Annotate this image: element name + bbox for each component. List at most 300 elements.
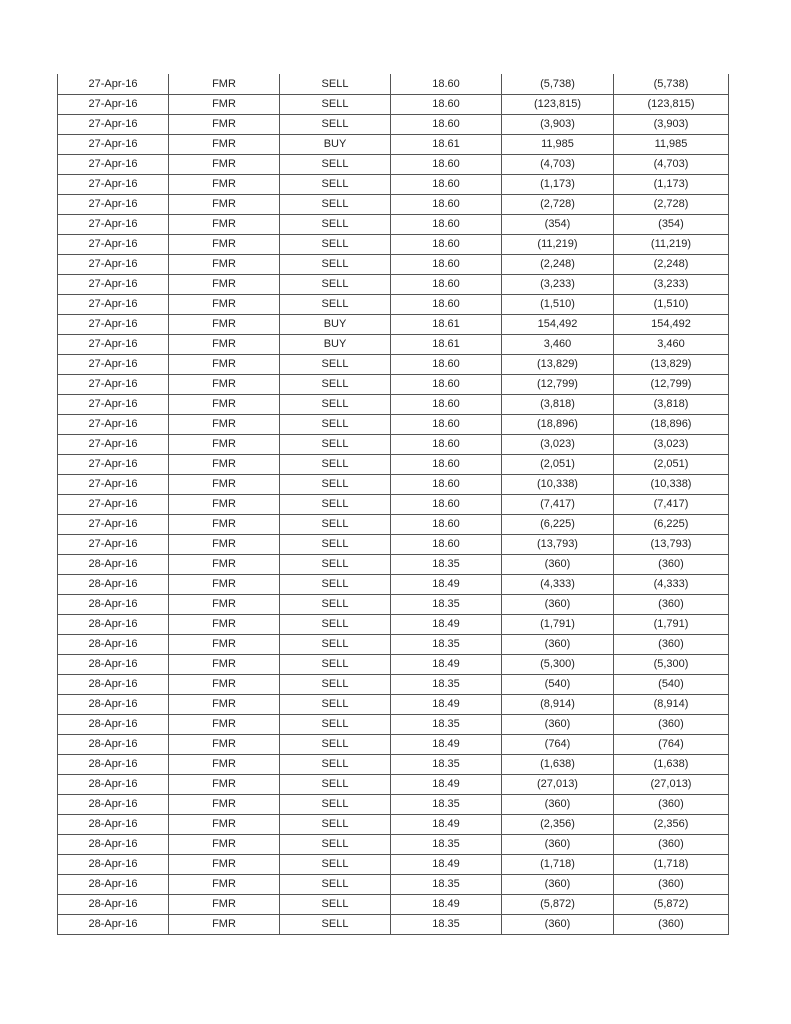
cell-side: SELL	[280, 414, 391, 434]
table-row	[58, 634, 729, 654]
cell-shares-dup: (13,793)	[614, 534, 729, 554]
table-row	[58, 734, 729, 754]
cell-side: SELL	[280, 714, 391, 734]
cell-shares-dup: (354)	[614, 214, 729, 234]
cell-shares: 3,460	[502, 334, 614, 354]
cell-firm: FMR	[169, 434, 280, 454]
cell-price: 18.35	[391, 874, 502, 894]
cell-side: SELL	[280, 554, 391, 574]
table-row	[58, 874, 729, 894]
table-row	[58, 674, 729, 694]
cell-side: SELL	[280, 474, 391, 494]
cell-price: 18.35	[391, 714, 502, 734]
cell-side: SELL	[280, 374, 391, 394]
cell-shares: (5,738)	[502, 74, 614, 94]
cell-date: 28-Apr-16	[58, 874, 169, 894]
cell-side: SELL	[280, 214, 391, 234]
table-row	[58, 314, 729, 334]
cell-firm: FMR	[169, 854, 280, 874]
table-row	[58, 554, 729, 574]
cell-firm: FMR	[169, 654, 280, 674]
cell-shares-dup: (2,248)	[614, 254, 729, 274]
cell-firm: FMR	[169, 734, 280, 754]
cell-shares: (3,233)	[502, 274, 614, 294]
cell-shares: (5,300)	[502, 654, 614, 674]
cell-side: SELL	[280, 294, 391, 314]
cell-firm: FMR	[169, 894, 280, 914]
cell-shares: (2,356)	[502, 814, 614, 834]
trades-table-body	[58, 74, 729, 934]
cell-price: 18.60	[391, 294, 502, 314]
cell-shares: (2,051)	[502, 454, 614, 474]
cell-date: 27-Apr-16	[58, 374, 169, 394]
cell-shares: (3,023)	[502, 434, 614, 454]
cell-date: 27-Apr-16	[58, 214, 169, 234]
cell-side: SELL	[280, 614, 391, 634]
cell-firm: FMR	[169, 94, 280, 114]
cell-shares: 11,985	[502, 134, 614, 154]
cell-side: SELL	[280, 494, 391, 514]
cell-price: 18.60	[391, 394, 502, 414]
cell-price: 18.60	[391, 434, 502, 454]
cell-shares: (18,896)	[502, 414, 614, 434]
cell-firm: FMR	[169, 554, 280, 574]
cell-price: 18.49	[391, 774, 502, 794]
cell-shares-dup: 11,985	[614, 134, 729, 154]
cell-shares-dup: (7,417)	[614, 494, 729, 514]
cell-shares: (1,718)	[502, 854, 614, 874]
cell-price: 18.49	[391, 734, 502, 754]
cell-side: SELL	[280, 434, 391, 454]
cell-shares-dup: (1,791)	[614, 614, 729, 634]
cell-side: SELL	[280, 194, 391, 214]
cell-shares-dup: (1,638)	[614, 754, 729, 774]
cell-date: 27-Apr-16	[58, 114, 169, 134]
cell-side: SELL	[280, 354, 391, 374]
table-row	[58, 434, 729, 454]
cell-shares-dup: (360)	[614, 714, 729, 734]
table-row	[58, 914, 729, 934]
cell-firm: FMR	[169, 114, 280, 134]
cell-price: 18.35	[391, 634, 502, 654]
cell-price: 18.60	[391, 374, 502, 394]
cell-shares-dup: (360)	[614, 794, 729, 814]
table-row	[58, 614, 729, 634]
cell-firm: FMR	[169, 614, 280, 634]
cell-date: 27-Apr-16	[58, 174, 169, 194]
cell-shares-dup: (5,872)	[614, 894, 729, 914]
cell-price: 18.49	[391, 614, 502, 634]
cell-firm: FMR	[169, 794, 280, 814]
cell-shares: (360)	[502, 794, 614, 814]
cell-price: 18.35	[391, 554, 502, 574]
cell-date: 27-Apr-16	[58, 294, 169, 314]
cell-price: 18.60	[391, 114, 502, 134]
table-row	[58, 774, 729, 794]
cell-side: BUY	[280, 334, 391, 354]
cell-shares-dup: (360)	[614, 834, 729, 854]
cell-shares: (3,903)	[502, 114, 614, 134]
cell-side: SELL	[280, 794, 391, 814]
cell-price: 18.35	[391, 794, 502, 814]
cell-shares: (360)	[502, 874, 614, 894]
cell-shares: (360)	[502, 634, 614, 654]
cell-firm: FMR	[169, 834, 280, 854]
cell-firm: FMR	[169, 634, 280, 654]
cell-side: SELL	[280, 734, 391, 754]
cell-firm: FMR	[169, 514, 280, 534]
cell-side: SELL	[280, 654, 391, 674]
cell-price: 18.49	[391, 694, 502, 714]
cell-shares-dup: (10,338)	[614, 474, 729, 494]
cell-firm: FMR	[169, 874, 280, 894]
cell-date: 27-Apr-16	[58, 474, 169, 494]
cell-side: SELL	[280, 454, 391, 474]
cell-date: 27-Apr-16	[58, 354, 169, 374]
cell-side: SELL	[280, 74, 391, 94]
cell-shares: (11,219)	[502, 234, 614, 254]
cell-shares-dup: (1,718)	[614, 854, 729, 874]
cell-date: 27-Apr-16	[58, 334, 169, 354]
table-row	[58, 534, 729, 554]
cell-shares-dup: (12,799)	[614, 374, 729, 394]
cell-date: 28-Apr-16	[58, 834, 169, 854]
cell-price: 18.60	[391, 454, 502, 474]
cell-side: SELL	[280, 894, 391, 914]
cell-shares: (1,510)	[502, 294, 614, 314]
table-row	[58, 374, 729, 394]
table-row	[58, 654, 729, 674]
cell-shares-dup: (6,225)	[614, 514, 729, 534]
cell-price: 18.49	[391, 854, 502, 874]
cell-price: 18.60	[391, 214, 502, 234]
cell-price: 18.60	[391, 354, 502, 374]
cell-shares: (1,638)	[502, 754, 614, 774]
cell-side: SELL	[280, 834, 391, 854]
cell-shares: (3,818)	[502, 394, 614, 414]
cell-shares-dup: (18,896)	[614, 414, 729, 434]
cell-firm: FMR	[169, 454, 280, 474]
cell-price: 18.60	[391, 174, 502, 194]
cell-price: 18.60	[391, 194, 502, 214]
cell-shares: (360)	[502, 714, 614, 734]
table-row	[58, 234, 729, 254]
cell-shares: (1,791)	[502, 614, 614, 634]
cell-price: 18.60	[391, 94, 502, 114]
cell-shares-dup: (3,903)	[614, 114, 729, 134]
cell-firm: FMR	[169, 714, 280, 734]
cell-shares-dup: (1,173)	[614, 174, 729, 194]
cell-price: 18.60	[391, 154, 502, 174]
cell-firm: FMR	[169, 694, 280, 714]
cell-shares-dup: (4,703)	[614, 154, 729, 174]
cell-date: 27-Apr-16	[58, 534, 169, 554]
cell-shares-dup: (764)	[614, 734, 729, 754]
cell-shares-dup: (360)	[614, 914, 729, 934]
cell-price: 18.35	[391, 754, 502, 774]
cell-date: 27-Apr-16	[58, 254, 169, 274]
cell-shares: (354)	[502, 214, 614, 234]
table-row	[58, 414, 729, 434]
cell-shares: (13,793)	[502, 534, 614, 554]
cell-side: SELL	[280, 154, 391, 174]
cell-shares-dup: (360)	[614, 874, 729, 894]
cell-side: SELL	[280, 694, 391, 714]
cell-firm: FMR	[169, 294, 280, 314]
cell-shares: (360)	[502, 554, 614, 574]
cell-shares-dup: (27,013)	[614, 774, 729, 794]
cell-firm: FMR	[169, 494, 280, 514]
table-row	[58, 474, 729, 494]
cell-shares: (2,248)	[502, 254, 614, 274]
table-row	[58, 494, 729, 514]
cell-firm: FMR	[169, 194, 280, 214]
table-row	[58, 154, 729, 174]
cell-price: 18.60	[391, 414, 502, 434]
cell-firm: FMR	[169, 534, 280, 554]
table-row	[58, 854, 729, 874]
cell-firm: FMR	[169, 914, 280, 934]
cell-date: 28-Apr-16	[58, 794, 169, 814]
cell-shares-dup: (8,914)	[614, 694, 729, 714]
cell-price: 18.35	[391, 834, 502, 854]
cell-shares-dup: (11,219)	[614, 234, 729, 254]
cell-shares: (360)	[502, 834, 614, 854]
cell-firm: FMR	[169, 214, 280, 234]
cell-shares-dup: (5,300)	[614, 654, 729, 674]
cell-shares-dup: (123,815)	[614, 94, 729, 114]
cell-date: 27-Apr-16	[58, 154, 169, 174]
cell-shares: (764)	[502, 734, 614, 754]
table-row	[58, 354, 729, 374]
cell-shares: (27,013)	[502, 774, 614, 794]
cell-side: SELL	[280, 574, 391, 594]
cell-firm: FMR	[169, 374, 280, 394]
cell-firm: FMR	[169, 574, 280, 594]
table-row	[58, 174, 729, 194]
cell-shares-dup: (360)	[614, 634, 729, 654]
cell-date: 28-Apr-16	[58, 634, 169, 654]
cell-price: 18.61	[391, 314, 502, 334]
table-row	[58, 514, 729, 534]
cell-price: 18.60	[391, 74, 502, 94]
cell-shares-dup: 154,492	[614, 314, 729, 334]
table-row	[58, 794, 729, 814]
cell-firm: FMR	[169, 414, 280, 434]
cell-date: 28-Apr-16	[58, 654, 169, 674]
cell-shares: (2,728)	[502, 194, 614, 214]
cell-shares: (6,225)	[502, 514, 614, 534]
table-row	[58, 274, 729, 294]
cell-date: 28-Apr-16	[58, 574, 169, 594]
cell-shares: (13,829)	[502, 354, 614, 374]
cell-shares-dup: 3,460	[614, 334, 729, 354]
cell-side: SELL	[280, 854, 391, 874]
table-row	[58, 254, 729, 274]
cell-date: 28-Apr-16	[58, 754, 169, 774]
cell-shares-dup: (2,728)	[614, 194, 729, 214]
cell-price: 18.60	[391, 534, 502, 554]
cell-firm: FMR	[169, 474, 280, 494]
cell-price: 18.60	[391, 274, 502, 294]
cell-side: SELL	[280, 274, 391, 294]
cell-date: 27-Apr-16	[58, 94, 169, 114]
cell-shares: (5,872)	[502, 894, 614, 914]
table-row	[58, 334, 729, 354]
cell-side: SELL	[280, 594, 391, 614]
cell-side: SELL	[280, 874, 391, 894]
table-row	[58, 74, 729, 94]
cell-side: SELL	[280, 914, 391, 934]
cell-date: 28-Apr-16	[58, 614, 169, 634]
table-row	[58, 194, 729, 214]
cell-shares-dup: (3,818)	[614, 394, 729, 414]
cell-date: 28-Apr-16	[58, 914, 169, 934]
cell-date: 27-Apr-16	[58, 434, 169, 454]
cell-shares: (4,333)	[502, 574, 614, 594]
cell-side: SELL	[280, 634, 391, 654]
table-row	[58, 814, 729, 834]
cell-price: 18.49	[391, 814, 502, 834]
cell-price: 18.61	[391, 134, 502, 154]
cell-side: SELL	[280, 174, 391, 194]
cell-date: 27-Apr-16	[58, 394, 169, 414]
cell-price: 18.35	[391, 914, 502, 934]
cell-firm: FMR	[169, 394, 280, 414]
cell-firm: FMR	[169, 774, 280, 794]
cell-date: 27-Apr-16	[58, 74, 169, 94]
cell-price: 18.49	[391, 654, 502, 674]
cell-firm: FMR	[169, 74, 280, 94]
cell-side: SELL	[280, 254, 391, 274]
cell-price: 18.35	[391, 594, 502, 614]
cell-shares: (360)	[502, 594, 614, 614]
cell-shares-dup: (13,829)	[614, 354, 729, 374]
cell-shares-dup: (1,510)	[614, 294, 729, 314]
cell-shares-dup: (3,233)	[614, 274, 729, 294]
cell-price: 18.35	[391, 674, 502, 694]
cell-side: SELL	[280, 94, 391, 114]
cell-shares: (12,799)	[502, 374, 614, 394]
cell-shares: (4,703)	[502, 154, 614, 174]
cell-shares-dup: (3,023)	[614, 434, 729, 454]
cell-date: 27-Apr-16	[58, 234, 169, 254]
table-row	[58, 134, 729, 154]
cell-side: BUY	[280, 314, 391, 334]
cell-firm: FMR	[169, 814, 280, 834]
cell-price: 18.49	[391, 894, 502, 914]
cell-shares: (8,914)	[502, 694, 614, 714]
cell-side: SELL	[280, 114, 391, 134]
table-row	[58, 94, 729, 114]
table-row	[58, 894, 729, 914]
cell-date: 27-Apr-16	[58, 274, 169, 294]
cell-firm: FMR	[169, 314, 280, 334]
cell-date: 27-Apr-16	[58, 414, 169, 434]
cell-price: 18.61	[391, 334, 502, 354]
cell-firm: FMR	[169, 594, 280, 614]
cell-date: 27-Apr-16	[58, 494, 169, 514]
cell-firm: FMR	[169, 254, 280, 274]
cell-side: SELL	[280, 814, 391, 834]
table-row	[58, 574, 729, 594]
table-row	[58, 834, 729, 854]
cell-firm: FMR	[169, 754, 280, 774]
cell-price: 18.60	[391, 254, 502, 274]
table-row	[58, 594, 729, 614]
cell-shares-dup: (4,333)	[614, 574, 729, 594]
cell-date: 28-Apr-16	[58, 554, 169, 574]
cell-shares-dup: (2,051)	[614, 454, 729, 474]
cell-date: 28-Apr-16	[58, 594, 169, 614]
cell-side: SELL	[280, 674, 391, 694]
cell-price: 18.60	[391, 474, 502, 494]
cell-shares: (10,338)	[502, 474, 614, 494]
cell-firm: FMR	[169, 134, 280, 154]
table-row	[58, 694, 729, 714]
cell-date: 28-Apr-16	[58, 854, 169, 874]
cell-date: 28-Apr-16	[58, 714, 169, 734]
cell-date: 27-Apr-16	[58, 514, 169, 534]
cell-shares-dup: (5,738)	[614, 74, 729, 94]
cell-firm: FMR	[169, 174, 280, 194]
cell-shares: (360)	[502, 914, 614, 934]
cell-price: 18.60	[391, 494, 502, 514]
cell-firm: FMR	[169, 154, 280, 174]
table-row	[58, 114, 729, 134]
cell-date: 28-Apr-16	[58, 774, 169, 794]
cell-price: 18.49	[391, 574, 502, 594]
cell-side: BUY	[280, 134, 391, 154]
table-row	[58, 454, 729, 474]
trades-table	[57, 74, 729, 935]
cell-shares-dup: (2,356)	[614, 814, 729, 834]
cell-shares: 154,492	[502, 314, 614, 334]
cell-side: SELL	[280, 774, 391, 794]
cell-price: 18.60	[391, 234, 502, 254]
cell-date: 27-Apr-16	[58, 454, 169, 474]
table-row	[58, 214, 729, 234]
cell-shares-dup: (360)	[614, 554, 729, 574]
cell-date: 28-Apr-16	[58, 734, 169, 754]
cell-shares: (7,417)	[502, 494, 614, 514]
table-row	[58, 294, 729, 314]
cell-side: SELL	[280, 534, 391, 554]
cell-side: SELL	[280, 754, 391, 774]
cell-shares-dup: (360)	[614, 594, 729, 614]
table-row	[58, 754, 729, 774]
cell-price: 18.60	[391, 514, 502, 534]
cell-firm: FMR	[169, 334, 280, 354]
cell-firm: FMR	[169, 234, 280, 254]
cell-side: SELL	[280, 514, 391, 534]
cell-date: 27-Apr-16	[58, 314, 169, 334]
cell-shares: (123,815)	[502, 94, 614, 114]
cell-side: SELL	[280, 394, 391, 414]
cell-date: 28-Apr-16	[58, 814, 169, 834]
cell-date: 27-Apr-16	[58, 134, 169, 154]
cell-date: 28-Apr-16	[58, 674, 169, 694]
cell-firm: FMR	[169, 354, 280, 374]
cell-date: 27-Apr-16	[58, 194, 169, 214]
cell-shares-dup: (540)	[614, 674, 729, 694]
cell-side: SELL	[280, 234, 391, 254]
cell-shares: (1,173)	[502, 174, 614, 194]
cell-date: 28-Apr-16	[58, 694, 169, 714]
table-row	[58, 714, 729, 734]
cell-shares: (540)	[502, 674, 614, 694]
table-row	[58, 394, 729, 414]
